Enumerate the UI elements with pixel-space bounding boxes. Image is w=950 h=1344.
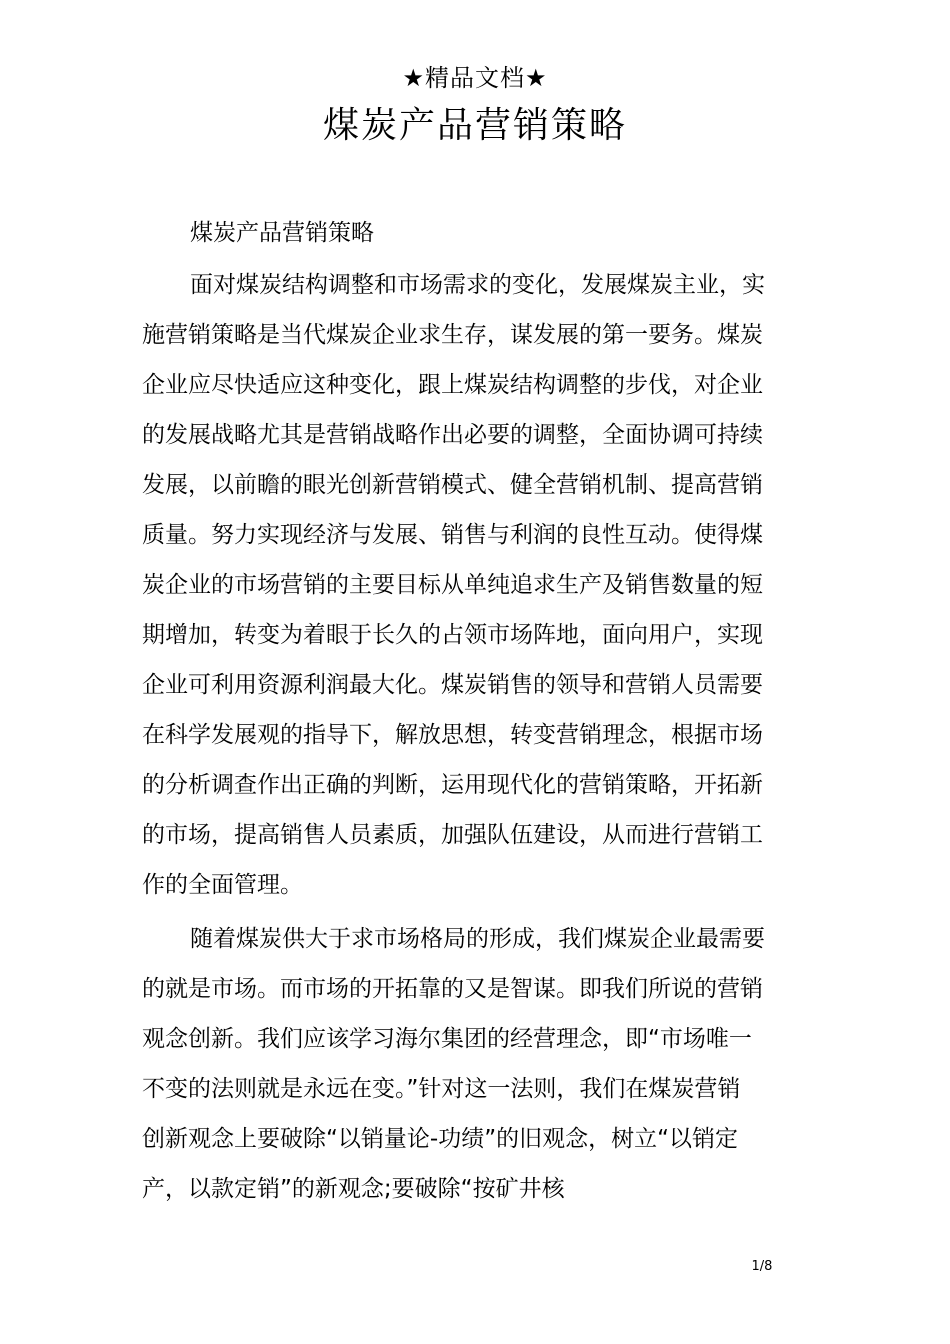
text-line: 企业应尽快适应这种变化，跟上煤炭结构调整的步伐，对企业 [142,372,763,398]
text-line: 企业可利用资源利润最大化。煤炭销售的领导和营销人员需要 [142,672,763,698]
text-line: 观念创新。我们应该学习海尔集团的经营理念，即“市场唯一 [142,1026,752,1052]
document-title: 煤炭产品营销策略 [322,105,627,146]
text-line: 期增加，转变为着眼于长久的占领市场阵地，面向用户，实现 [142,622,763,648]
paragraph-1 [142,260,812,910]
text-line: 的市场，提高销售人员素质，加强队伍建设，从而进行营销工 [142,822,763,848]
text-line: 的分析调查作出正确的判断，运用现代化的营销策略，开拓新 [142,772,763,798]
header-mark: ★精品文档★ [402,64,548,92]
text-line: 发展，以前瞻的眼光创新营销模式、健全营销机制、提高营销 [142,472,763,498]
document-body [142,210,812,1214]
paragraph-2 [142,914,812,1214]
text-line: 质量。努力实现经济与发展、销售与利润的良性互动。使得煤 [142,522,763,548]
text-line: 在科学发展观的指导下，解放思想，转变营销理念，根据市场 [142,722,763,748]
text-line: 不变的法则就是永远在变。”针对这一法则，我们在煤炭营销 [142,1076,741,1102]
text-line: 炭企业的市场营销的主要目标从单纯追求生产及销售数量的短 [142,572,763,598]
text-line: 产，以款定销”的新观念;要破除“按矿井核 [142,1176,565,1202]
text-line: 面对煤炭结构调整和市场需求的变化，发展煤炭主业，实 [190,272,765,298]
text-line: 施营销策略是当代煤炭企业求生存，谋发展的第一要务。煤炭 [142,322,763,348]
text-line: 随着煤炭供大于求市场格局的形成，我们煤炭企业最需要 [190,926,765,952]
page-number: 1/8 [751,1259,773,1274]
text-line: 的发展战略尤其是营销战略作出必要的调整，全面协调可持续 [142,422,763,448]
text-line: 的就是市场。而市场的开拓靠的又是智谋。即我们所说的营销 [142,976,763,1002]
text-line: 创新观念上要破除“以销量论-功绩”的旧观念，树立“以销定 [142,1126,739,1152]
text-line: 作的全面管理。 [142,872,303,898]
section-subheading: 煤炭产品营销策略 [190,220,374,246]
